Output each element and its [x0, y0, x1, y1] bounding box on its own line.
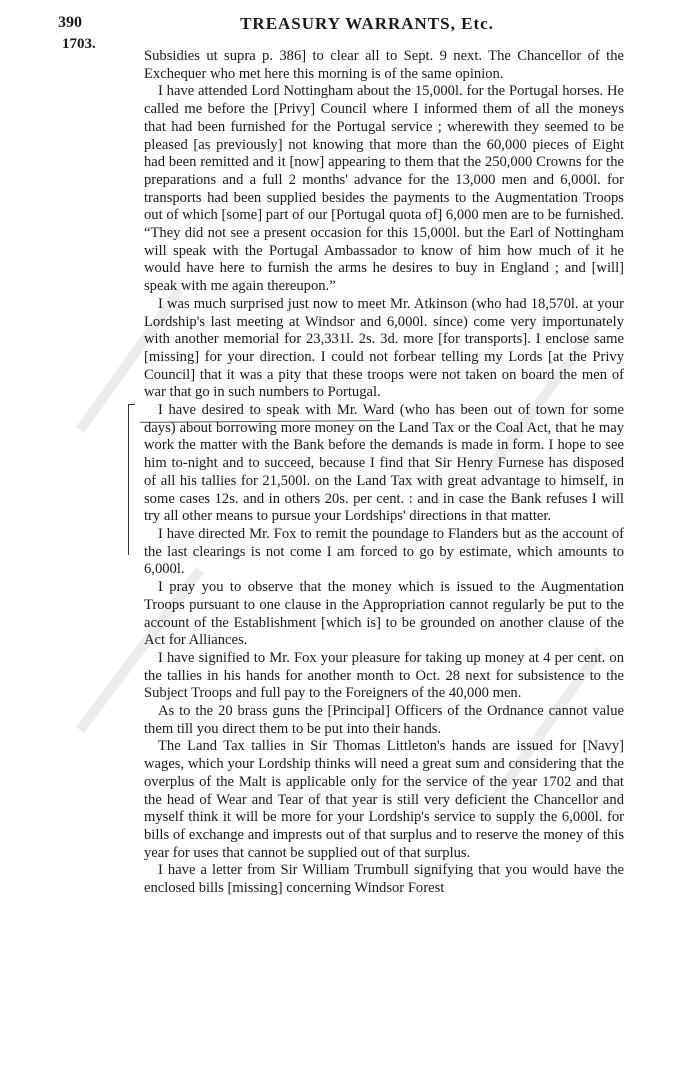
paragraph: Subsidies ut supra p. 386] to clear all to Sept. 9 next. The Chancellor of the Exchequer who met here this morning is of the same opinion.: [144, 48, 624, 82]
margin-year: 1703.: [62, 36, 96, 52]
paragraph-bracketed: [144, 402, 624, 526]
paragraph: I was much surprised just now to meet Mr. Atkinson (who had 18,570l. at your Lordship's last meeting at Windsor and 6,000l. since) come very importunately with another memorial for 23,331l. 2s. 3d. more [for transports]. I enclose same [missing] for your direction. I could not forbear telling my Lords [at the Privy Council] that it was a pity that these troops were not taken on board the men of war that go in such numbers to Portugal.: [144, 295, 624, 401]
paragraph-text: I have desired to speak with Mr. Ward (who has been out of town for some days) about borrowing more money on the Land Tax or the Coal Act, that he may work the matter with the Bank before the demands is made in form. I hope to see him to-night and to succeed, because I find that Sir Henry Furnese has disposed of all his tallies for 21,500l. on the Land Tax with great advantage to himself, in some cases 12s. and in others 20s. per cent. : and in case the Bank refuses I will try all other means to pursue your Lordships' directions in that matter.: [144, 402, 624, 525]
paragraph: The Land Tax tallies in Sir Thomas Littleton's hands are issued for [Navy] wages, which your Lordship thinks will need a great sum and considering that the overplus of the Malt is applicable only for the service of the year 1702 and that the head of Wear and Tear of that year is still very deficient the Chancellor and myself think it will be more for your Lordship's service to supply the 6,000l. for bills of exchange and imprests out of that surplus and to reserve the money of this year for uses that cannot be supplied out of that surplus.: [144, 738, 624, 861]
document-body: [144, 48, 624, 898]
paragraph: I pray you to observe that the money which is issued to the Augmentation Troops pursuant to one clause in the Appropriation cannot regularly be put to the account of the Establishment [which is] to be grounded on another clause of the Act for Alliances.: [144, 579, 624, 649]
paragraph: I have a letter from Sir William Trumbull signifying that you would have the enclosed bills [missing] concerning Windsor Forest: [144, 862, 624, 897]
page-number: 390: [58, 14, 82, 31]
paragraph: I have attended Lord Nottingham about the 15,000l. for the Portugal horses. He called me before the [Privy] Council where I informed them of all the moneys that had been furnished for the Portugal service ; wherewith they seemed to be pleased [as previously] not knowing that more than the 60,000 pieces of Eight had been remitted and it [now] appearing to them that the 250,000 Crowns for the preparations and a full 2 months' advance for the 13,000 men and 6,000l. for transports had been supplied besides the payments to the Augmentation Troops out of which [some] part of our [Portugal quota of] 6,000 men are to be furnished. “They did not see a present occasion for this 15,000l. but the Earl of Nottingham will speak with the Portugal Ambassador to know of him how much of it he would have here to furnish the arms he desires to buy in England ; and [will] speak with me again thereupon.”: [144, 83, 624, 295]
margin-bracket: [128, 404, 135, 555]
paragraph: I have directed Mr. Fox to remit the poundage to Flanders but as the account of the last clearings is not come I am forced to go by estimate, which amounts to 6,000l.: [144, 525, 624, 578]
paragraph: As to the 20 brass guns the [Principal] Officers of the Ordnance cannot value them till you direct them to be put into their hands.: [144, 703, 624, 737]
paragraph: I have signified to Mr. Fox your pleasure for taking up money at 4 per cent. on the tallies in his hands for another month to Oct. 28 next for subsistence to the Subject Troops and full pay to the Foreigners of the 40,000 men.: [144, 649, 624, 702]
running-head: TREASURY WARRANTS, Etc.: [240, 14, 494, 33]
